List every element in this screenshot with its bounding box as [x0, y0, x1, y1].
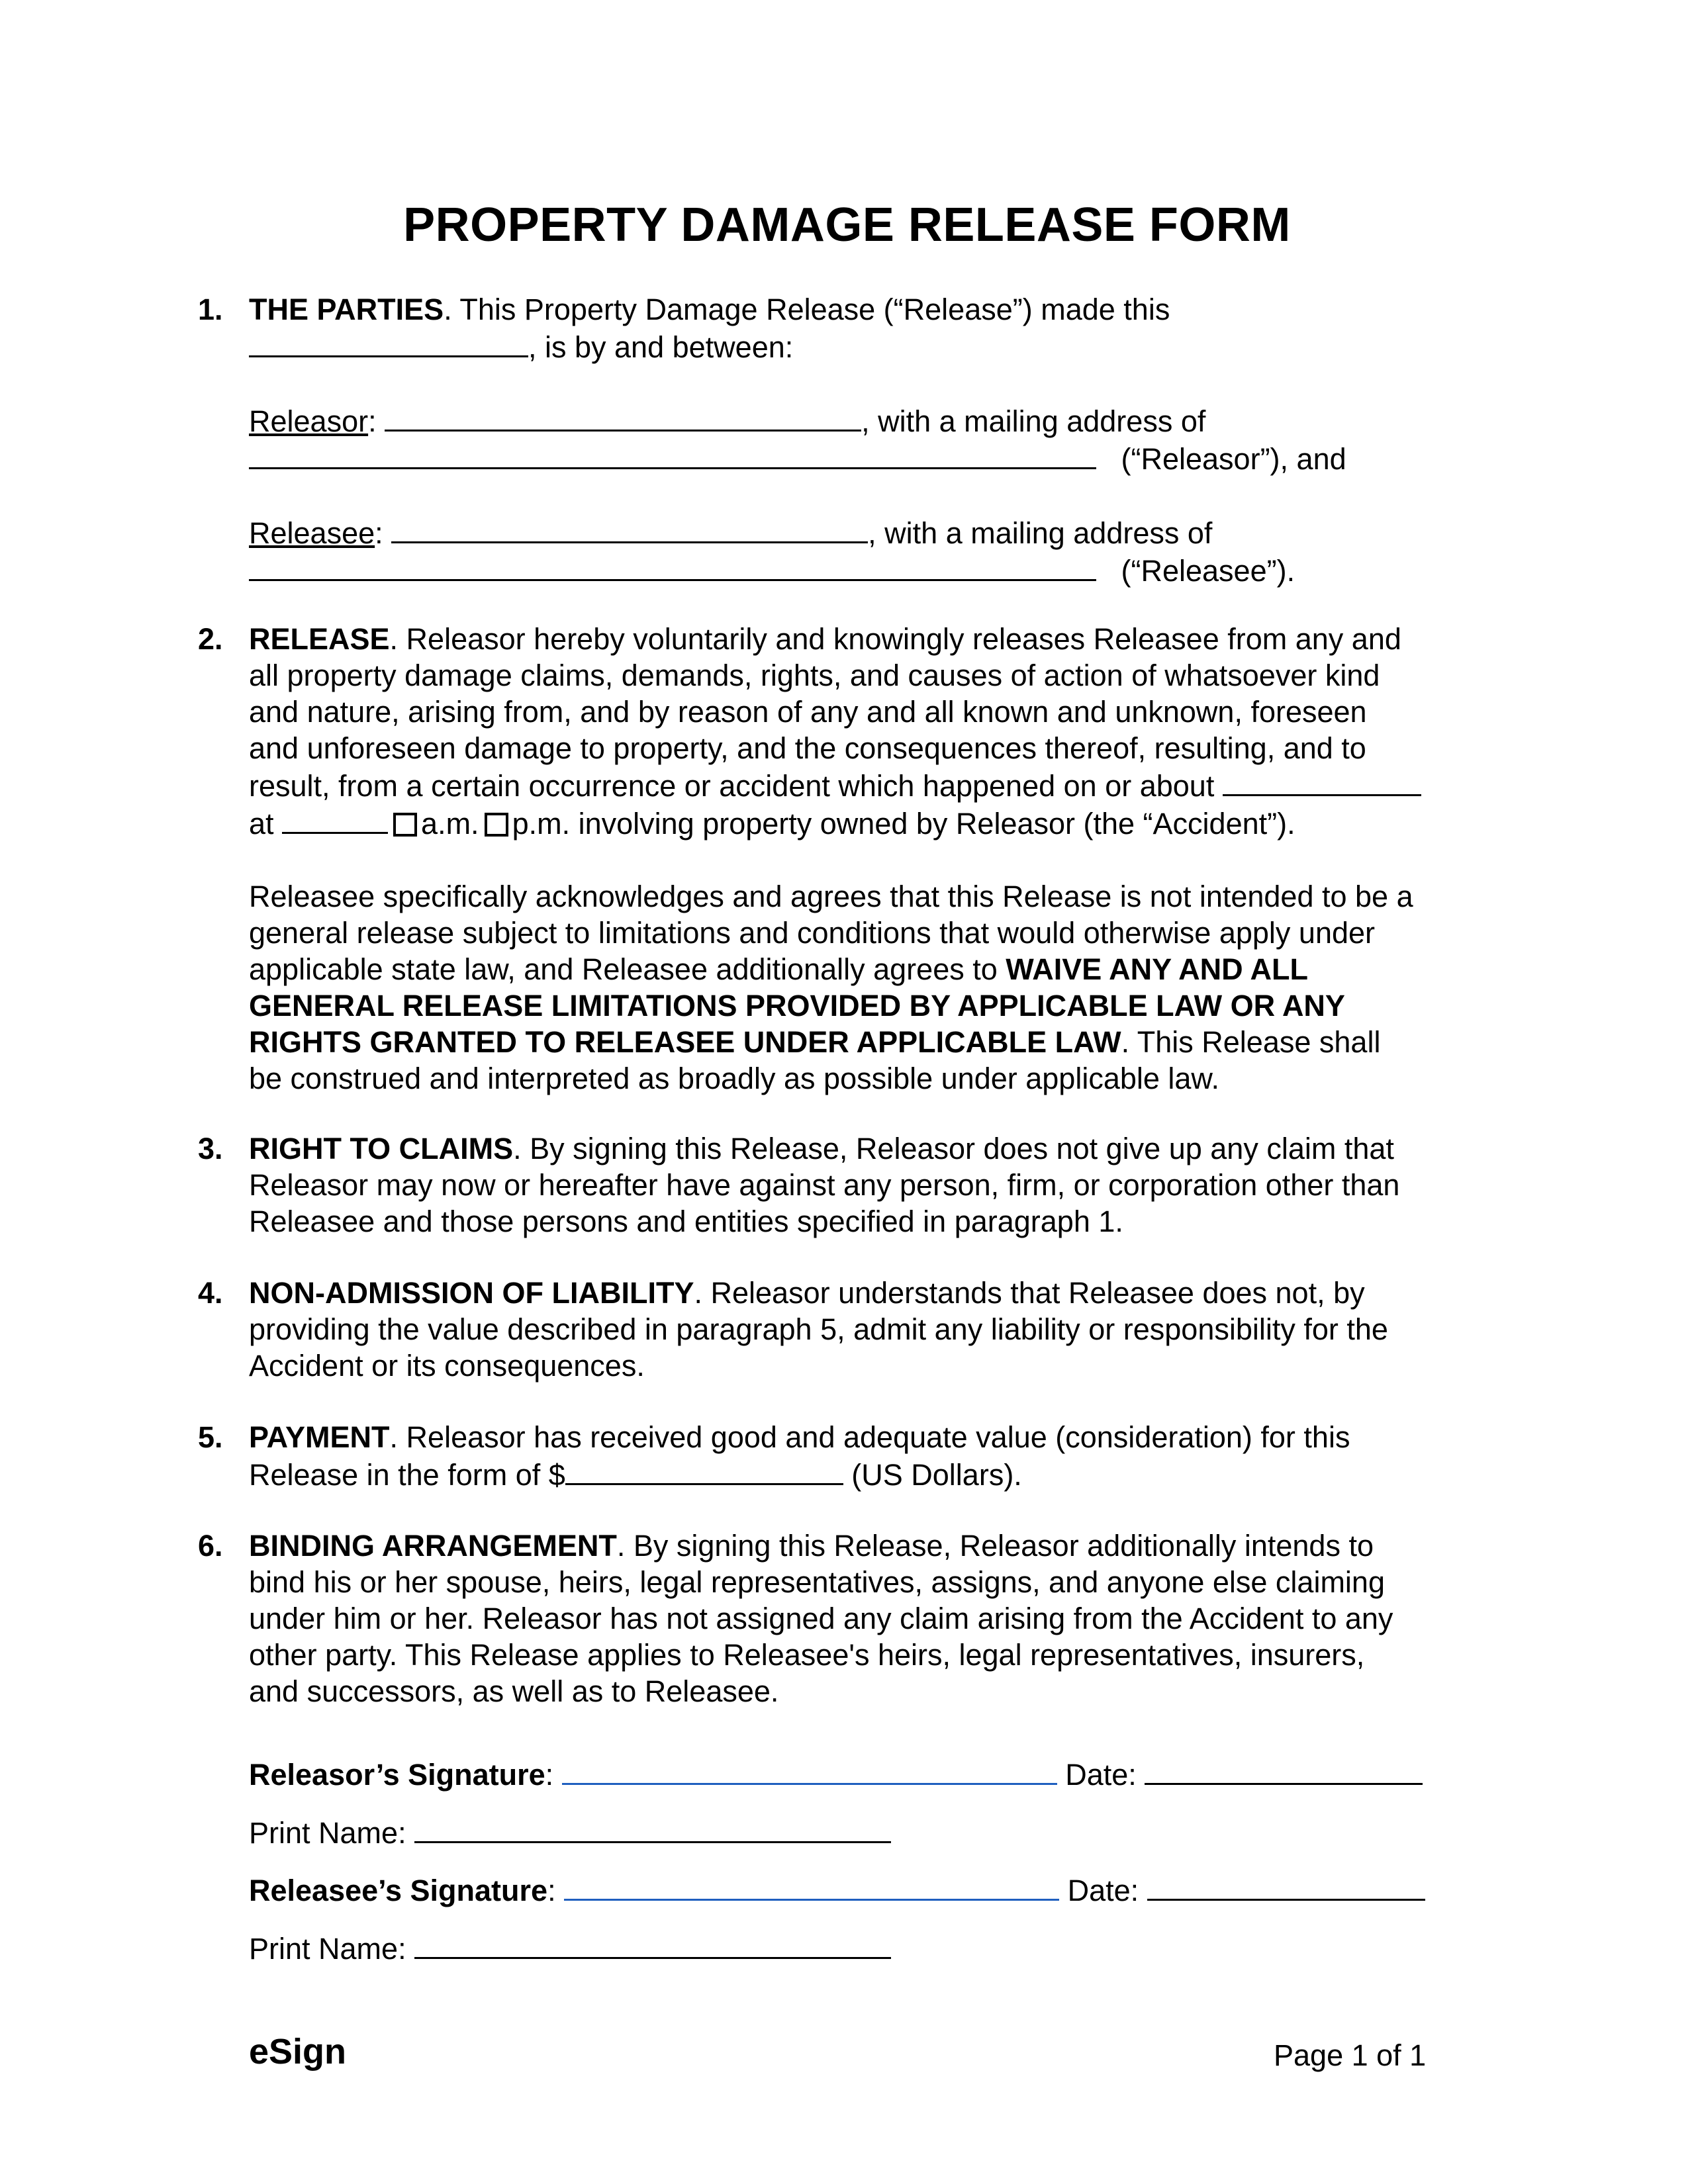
section-heading: PAYMENT: [249, 1420, 390, 1454]
accident-date-field[interactable]: [1223, 766, 1421, 796]
releasor-signature-row: Releasor’s Signature: Date:: [249, 1755, 1423, 1793]
section-heading: THE PARTIES: [249, 293, 444, 326]
releasor-print-name-row: [249, 1813, 891, 1851]
date-label: Date:: [1067, 1874, 1139, 1907]
document-title: PROPERTY DAMAGE RELEASE FORM: [403, 199, 1291, 251]
releasor-print-name-field[interactable]: [414, 1813, 891, 1843]
date-field[interactable]: [249, 328, 528, 357]
esign-logo: eSign: [249, 2032, 347, 2071]
releasee-date-field[interactable]: [1147, 1871, 1425, 1901]
section-binding-arrangement: 6. BINDING ARRANGEMENT. By signing this Release, Releasor additionally intends to bind his or her spouse, heirs, legal representatives, assigns, and anyone else claiming under him or her. Releasor has not assigned any claim arising from the Accident to any other party. This Release applies to Releasee's heirs, legal representatives, insurers, and successors, as well as to Releasee.: [198, 1529, 1393, 1708]
section-right-to-claims: 3. RIGHT TO CLAIMS. By signing this Release, Releasor does not give up any claim that Releasor may now or hereafter have against any person, firm, or corporation other than Releasee and those persons and entities specified in paragraph 1.: [198, 1132, 1400, 1238]
section-number: 3.: [198, 1132, 223, 1165]
releasee-name-field[interactable]: [391, 514, 868, 543]
payment-amount-field[interactable]: [565, 1455, 843, 1485]
pm-checkbox[interactable]: [485, 813, 508, 837]
section-non-admission: 4. NON-ADMISSION OF LIABILITY. Releasor understands that Releasee does not, by providing the value described in paragraph 5, admit any liability or responsibility for the Accident or its consequences.: [198, 1276, 1388, 1383]
section-release: 2. RELEASE. Releasor hereby voluntarily and knowingly releases Releasee from any and all property damage claims, demands, rights, and causes of action of whatsoever kind and nature, arising from, and by reason of any and all known and unknown, foreseen and unforeseen damage to property, and the consequences thereof, resulting, and to result, from a certain occurrence or accident which happened on or about at a.m. p.m. involving property owned by Releasor (the “Accident”). Releasee specifically acknowledges and agrees that this Release is not intended to be a general release subject to limitations and conditions that would otherwise apply under applicable state law, and Releasee additionally agrees to WAIVE ANY AND ALL GENERAL RELEASE LIMITATIONS PROVIDED BY APPLICABLE LAW OR ANY RIGHTS GRANTED TO RELEASEE UNDER APPLICABLE LAW. This Release shall be construed and interpreted as broadly as possible under applicable law.: [249, 621, 1507, 1097]
releasee-print-name-field[interactable]: [414, 1929, 891, 1959]
section-payment: 5. PAYMENT. Releasor has received good and adequate value (consideration) for this Release in the form of $ (US Dollars).: [198, 1420, 1350, 1492]
releasee-signature-label: Releasee’s Signature: [249, 1874, 548, 1907]
am-checkbox[interactable]: [393, 813, 417, 837]
releasor-name-field[interactable]: [385, 402, 861, 432]
date-label: Date:: [1065, 1758, 1137, 1792]
releasor-signature-label: Releasor’s Signature: [249, 1758, 545, 1792]
section-number: 6.: [198, 1529, 223, 1563]
accident-time-field[interactable]: [282, 804, 388, 834]
section-heading: RIGHT TO CLAIMS: [249, 1132, 514, 1165]
releasor-label: Releasor: [249, 404, 369, 438]
releasor-address-field[interactable]: [249, 439, 1096, 469]
releasee-print-name-row: [249, 1929, 891, 1967]
section-heading: BINDING ARRANGEMENT: [249, 1529, 617, 1563]
print-name-label: Print Name:: [249, 1816, 406, 1850]
section-parties: 1. THE PARTIES. This Property Damage Release (“Release”) made this , is by and between: Releasor: , with a mailing address of (“Releasor”), and Releasee: , with a mailing address of (“Releasee”).: [198, 293, 1346, 588]
releasee-address-field[interactable]: [249, 551, 1096, 581]
section-heading: NON-ADMISSION OF LIABILITY: [249, 1276, 694, 1310]
section-number: 1.: [198, 293, 223, 326]
section-heading: RELEASE: [249, 622, 390, 656]
releasee-signature-row: Releasee’s Signature: Date:: [249, 1871, 1425, 1909]
releasee-signature-field[interactable]: [564, 1871, 1059, 1901]
page-number: Page 1 of 1: [1274, 2038, 1427, 2072]
releasee-label: Releasee: [249, 516, 375, 550]
section-number: 5.: [198, 1420, 223, 1454]
releasor-date-field[interactable]: [1145, 1755, 1423, 1785]
section-number: 2.: [198, 622, 223, 656]
releasor-signature-field[interactable]: [562, 1755, 1057, 1785]
print-name-label: Print Name:: [249, 1932, 406, 1966]
section-number: 4.: [198, 1276, 223, 1310]
